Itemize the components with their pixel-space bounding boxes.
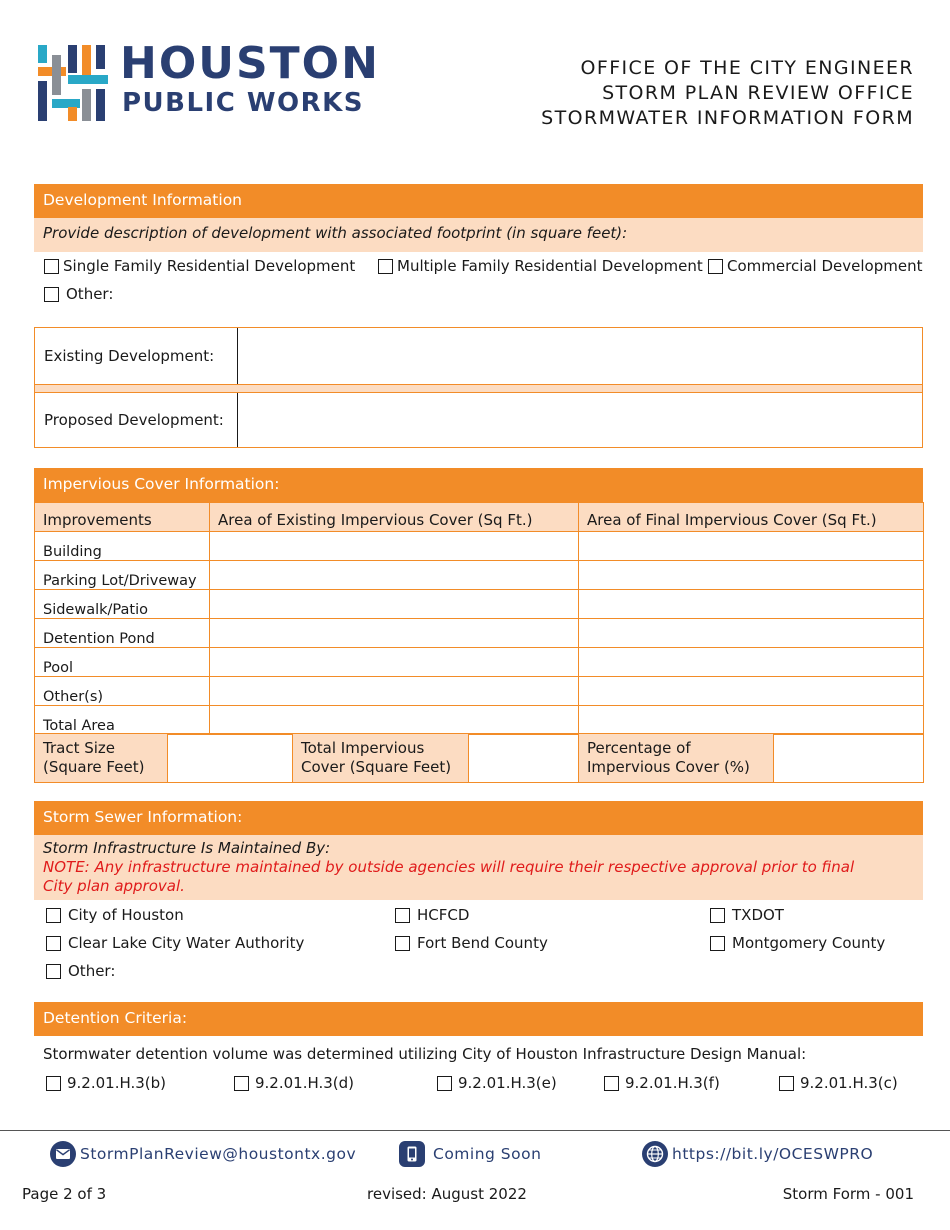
table-row — [35, 619, 924, 648]
row-label-building: Building — [35, 532, 210, 561]
footer-email[interactable] — [50, 1141, 356, 1167]
final-pool-field[interactable] — [579, 648, 924, 677]
checkbox-detention-f[interactable] — [604, 1076, 619, 1091]
checkbox-detention-c[interactable] — [779, 1076, 794, 1091]
option-clear-lake[interactable]: Clear Lake City Water Authority — [46, 934, 304, 952]
col-improvements: Improvements — [35, 503, 210, 532]
existing-building-field[interactable] — [210, 532, 579, 561]
row-label-parking: Parking Lot/Driveway — [35, 561, 210, 590]
total-impervious-label: Total Impervious Cover (Square Feet) — [293, 734, 469, 783]
table-row — [35, 648, 924, 677]
table-row — [35, 677, 924, 706]
office-title-line-3: STORMWATER INFORMATION FORM — [541, 107, 914, 129]
checkbox-fort-bend[interactable] — [395, 936, 410, 951]
development-prompt: Provide description of development with associated footprint (in square feet): — [34, 218, 923, 252]
existing-pool-field[interactable] — [210, 648, 579, 677]
form-id: Storm Form - 001 — [782, 1185, 914, 1203]
table-row — [35, 706, 924, 735]
footer-email-link[interactable]: StormPlanReview@houstontx.gov — [80, 1145, 357, 1163]
row-label-pool: Pool — [35, 648, 210, 677]
table-row — [35, 561, 924, 590]
tract-size-field[interactable] — [168, 734, 293, 783]
row-label-total-area: Total Area — [35, 706, 210, 735]
final-total-field[interactable] — [579, 706, 924, 735]
final-others-field[interactable] — [579, 677, 924, 706]
impervious-header-row — [35, 503, 924, 532]
option-other-development[interactable]: Other: — [44, 285, 113, 303]
option-txdot[interactable]: TXDOT — [710, 906, 784, 924]
col-final-area: Area of Final Impervious Cover (Sq Ft.) — [579, 503, 924, 532]
option-detention-d[interactable]: 9.2.01.H.3(d) — [234, 1074, 354, 1092]
row-label-others: Other(s) — [35, 677, 210, 706]
logo-public-works-text: PUBLIC WORKS — [122, 88, 365, 118]
row-label-detention-pond: Detention Pond — [35, 619, 210, 648]
checkbox-commercial[interactable] — [708, 259, 723, 274]
option-detention-b[interactable]: 9.2.01.H.3(b) — [46, 1074, 166, 1092]
existing-parking-field[interactable] — [210, 561, 579, 590]
office-title-line-2: STORM PLAN REVIEW OFFICE — [602, 82, 914, 104]
logo-mark-icon — [38, 45, 108, 121]
row-label-sidewalk: Sidewalk/Patio — [35, 590, 210, 619]
final-sidewalk-field[interactable] — [579, 590, 924, 619]
final-building-field[interactable] — [579, 532, 924, 561]
option-fort-bend[interactable]: Fort Bend County — [395, 934, 548, 952]
existing-development-label: Existing Development: — [35, 328, 238, 384]
option-other-storm[interactable]: Other: — [46, 962, 115, 980]
existing-total-field[interactable] — [210, 706, 579, 735]
checkbox-city-of-houston[interactable] — [46, 908, 61, 923]
phone-icon — [399, 1141, 425, 1167]
office-title-line-1: OFFICE OF THE CITY ENGINEER — [580, 57, 914, 79]
checkbox-other-development[interactable] — [44, 287, 59, 302]
table-row — [35, 532, 924, 561]
detention-section-header: Detention Criteria: — [34, 1002, 923, 1036]
footer-web-link[interactable]: https://bit.ly/OCESWPRO — [672, 1145, 874, 1163]
storm-sewer-section-header: Storm Sewer Information: — [34, 801, 923, 835]
storm-sewer-prompt: Storm Infrastructure Is Maintained By: — [43, 839, 331, 857]
checkbox-detention-e[interactable] — [437, 1076, 452, 1091]
footer-web[interactable] — [642, 1141, 873, 1167]
existing-sidewalk-field[interactable] — [210, 590, 579, 619]
option-detention-e[interactable]: 9.2.01.H.3(e) — [437, 1074, 557, 1092]
checkbox-clear-lake[interactable] — [46, 936, 61, 951]
checkbox-single-family[interactable] — [44, 259, 59, 274]
checkbox-txdot[interactable] — [710, 908, 725, 923]
impervious-section-header: Impervious Cover Information: — [34, 468, 923, 502]
tract-size-label: Tract Size (Square Feet) — [35, 734, 168, 783]
storm-sewer-prompt-box — [34, 835, 923, 900]
option-hcfcd[interactable]: HCFCD — [395, 906, 469, 924]
checkbox-detention-d[interactable] — [234, 1076, 249, 1091]
existing-detention-field[interactable] — [210, 619, 579, 648]
existing-development-row — [34, 327, 923, 385]
footer-phone-text: Coming Soon — [433, 1145, 542, 1163]
revised-date: revised: August 2022 — [367, 1185, 527, 1203]
final-parking-field[interactable] — [579, 561, 924, 590]
col-existing-area: Area of Existing Impervious Cover (Sq Ft.) — [210, 503, 579, 532]
footer-phone[interactable] — [399, 1141, 541, 1167]
existing-others-field[interactable] — [210, 677, 579, 706]
development-section-header: Development Information — [34, 184, 923, 218]
mail-icon — [50, 1141, 76, 1167]
option-multiple-family[interactable]: Multiple Family Residential Development — [378, 257, 703, 275]
proposed-development-field[interactable] — [239, 393, 922, 447]
option-montgomery[interactable]: Montgomery County — [710, 934, 885, 952]
detention-statement: Stormwater detention volume was determined utilizing City of Houston Infrastructure Design Manual: — [43, 1045, 807, 1063]
final-detention-field[interactable] — [579, 619, 924, 648]
impervious-table — [34, 502, 924, 735]
checkbox-montgomery[interactable] — [710, 936, 725, 951]
checkbox-hcfcd[interactable] — [395, 908, 410, 923]
impervious-summary-table — [34, 733, 924, 783]
option-city-of-houston[interactable]: City of Houston — [46, 906, 184, 924]
option-detention-c[interactable]: 9.2.01.H.3(c) — [779, 1074, 898, 1092]
option-detention-f[interactable]: 9.2.01.H.3(f) — [604, 1074, 720, 1092]
checkbox-detention-b[interactable] — [46, 1076, 61, 1091]
logo-houston-text: HOUSTON — [120, 38, 380, 89]
globe-icon — [642, 1141, 668, 1167]
percentage-impervious-label: Percentage of Impervious Cover (%) — [579, 734, 774, 783]
page-number: Page 2 of 3 — [22, 1185, 107, 1203]
checkbox-multiple-family[interactable] — [378, 259, 393, 274]
total-impervious-field[interactable] — [469, 734, 579, 783]
footer-divider — [0, 1130, 950, 1131]
existing-development-field[interactable] — [239, 328, 922, 384]
checkbox-other-storm[interactable] — [46, 964, 61, 979]
proposed-development-row — [34, 392, 923, 448]
storm-sewer-note: NOTE: Any infrastructure maintained by outside agencies will require their respective approval prior to final City plan approval. — [43, 858, 855, 895]
option-commercial[interactable]: Commercial Development — [708, 257, 922, 275]
option-single-family[interactable]: Single Family Residential Development — [44, 257, 355, 275]
proposed-development-label: Proposed Development: — [35, 393, 238, 447]
percentage-impervious-field[interactable] — [774, 734, 924, 783]
table-row — [35, 590, 924, 619]
